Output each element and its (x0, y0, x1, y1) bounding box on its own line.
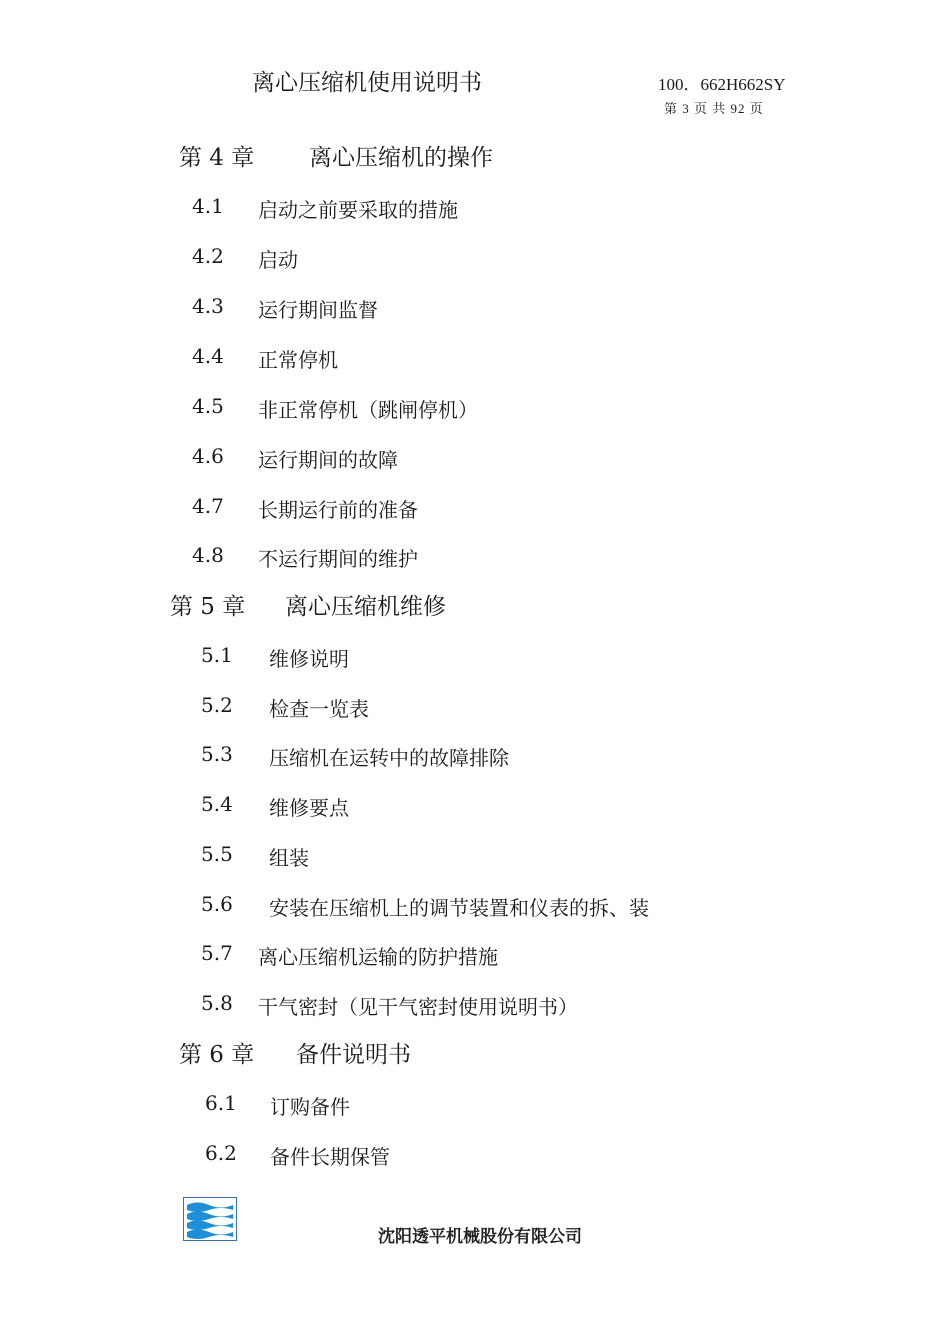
toc-item-4-8-number: 4.8 (192, 543, 224, 567)
company-name: 沈阳透平机械股份有限公司 (378, 1227, 582, 1247)
toc-item-6-2-number: 6.2 (205, 1141, 237, 1165)
toc-item-5-1-number: 5.1 (201, 643, 233, 667)
toc-item-5-3-number: 5.3 (201, 742, 233, 766)
toc-item-5-4-text: 维修要点 (269, 796, 349, 820)
document-title: 离心压缩机使用说明书 (252, 70, 482, 96)
chapter-5-title: 离心压缩机维修 (285, 594, 446, 620)
toc-item-4-6-number: 4.6 (192, 444, 224, 468)
toc-item-4-5-text: 非正常停机（跳闸停机） (258, 398, 478, 422)
toc-item-4-4-number: 4.4 (192, 344, 224, 368)
toc-item-5-5-text: 组装 (269, 846, 309, 870)
chapter-4-label: 第 4 章 (179, 145, 255, 171)
toc-item-4-1-text: 启动之前要采取的措施 (258, 198, 458, 222)
toc-item-4-6-text: 运行期间的故障 (258, 448, 398, 472)
chapter-5-label: 第 5 章 (170, 594, 246, 620)
toc-item-5-6-text: 安装在压缩机上的调节装置和仪表的拆、装 (269, 896, 649, 920)
toc-item-5-8-text: 干气密封（见干气密封使用说明书） (258, 995, 578, 1019)
toc-item-4-7-text: 长期运行前的准备 (258, 498, 418, 522)
toc-item-4-2-number: 4.2 (192, 244, 224, 268)
toc-item-5-6-number: 5.6 (201, 892, 233, 916)
chapter-4-title: 离心压缩机的操作 (309, 145, 493, 171)
toc-item-5-3-text: 压缩机在运转中的故障排除 (269, 746, 509, 770)
toc-item-5-4-number: 5.4 (201, 792, 233, 816)
page-info: 第 3 页 共 92 页 (664, 101, 764, 116)
toc-item-4-3-number: 4.3 (192, 294, 224, 318)
chapter-6-label: 第 6 章 (179, 1042, 255, 1068)
toc-item-5-1-text: 维修说明 (269, 647, 349, 671)
toc-item-4-3-text: 运行期间监督 (258, 298, 378, 322)
toc-item-4-5-number: 4.5 (192, 394, 224, 418)
toc-item-4-4-text: 正常停机 (258, 348, 338, 372)
toc-item-6-1-number: 6.1 (205, 1091, 237, 1115)
toc-item-4-1-number: 4.1 (192, 194, 224, 218)
company-logo-icon (183, 1197, 237, 1241)
toc-item-6-1-text: 订购备件 (270, 1095, 350, 1119)
toc-item-5-2-text: 检查一览表 (269, 697, 369, 721)
toc-item-5-2-number: 5.2 (201, 693, 233, 717)
toc-item-6-2-text: 备件长期保管 (270, 1145, 390, 1169)
document-code: 100．662H662SY (658, 75, 786, 94)
toc-item-5-5-number: 5.5 (201, 842, 233, 866)
toc-item-4-7-number: 4.7 (192, 494, 224, 518)
toc-item-5-7-text: 离心压缩机运输的防护措施 (258, 945, 498, 969)
chapter-6-title: 备件说明书 (296, 1042, 411, 1068)
toc-item-5-7-number: 5.7 (201, 941, 233, 965)
toc-item-4-8-text: 不运行期间的维护 (258, 547, 418, 571)
toc-item-5-8-number: 5.8 (201, 991, 233, 1015)
toc-item-4-2-text: 启动 (258, 248, 298, 272)
